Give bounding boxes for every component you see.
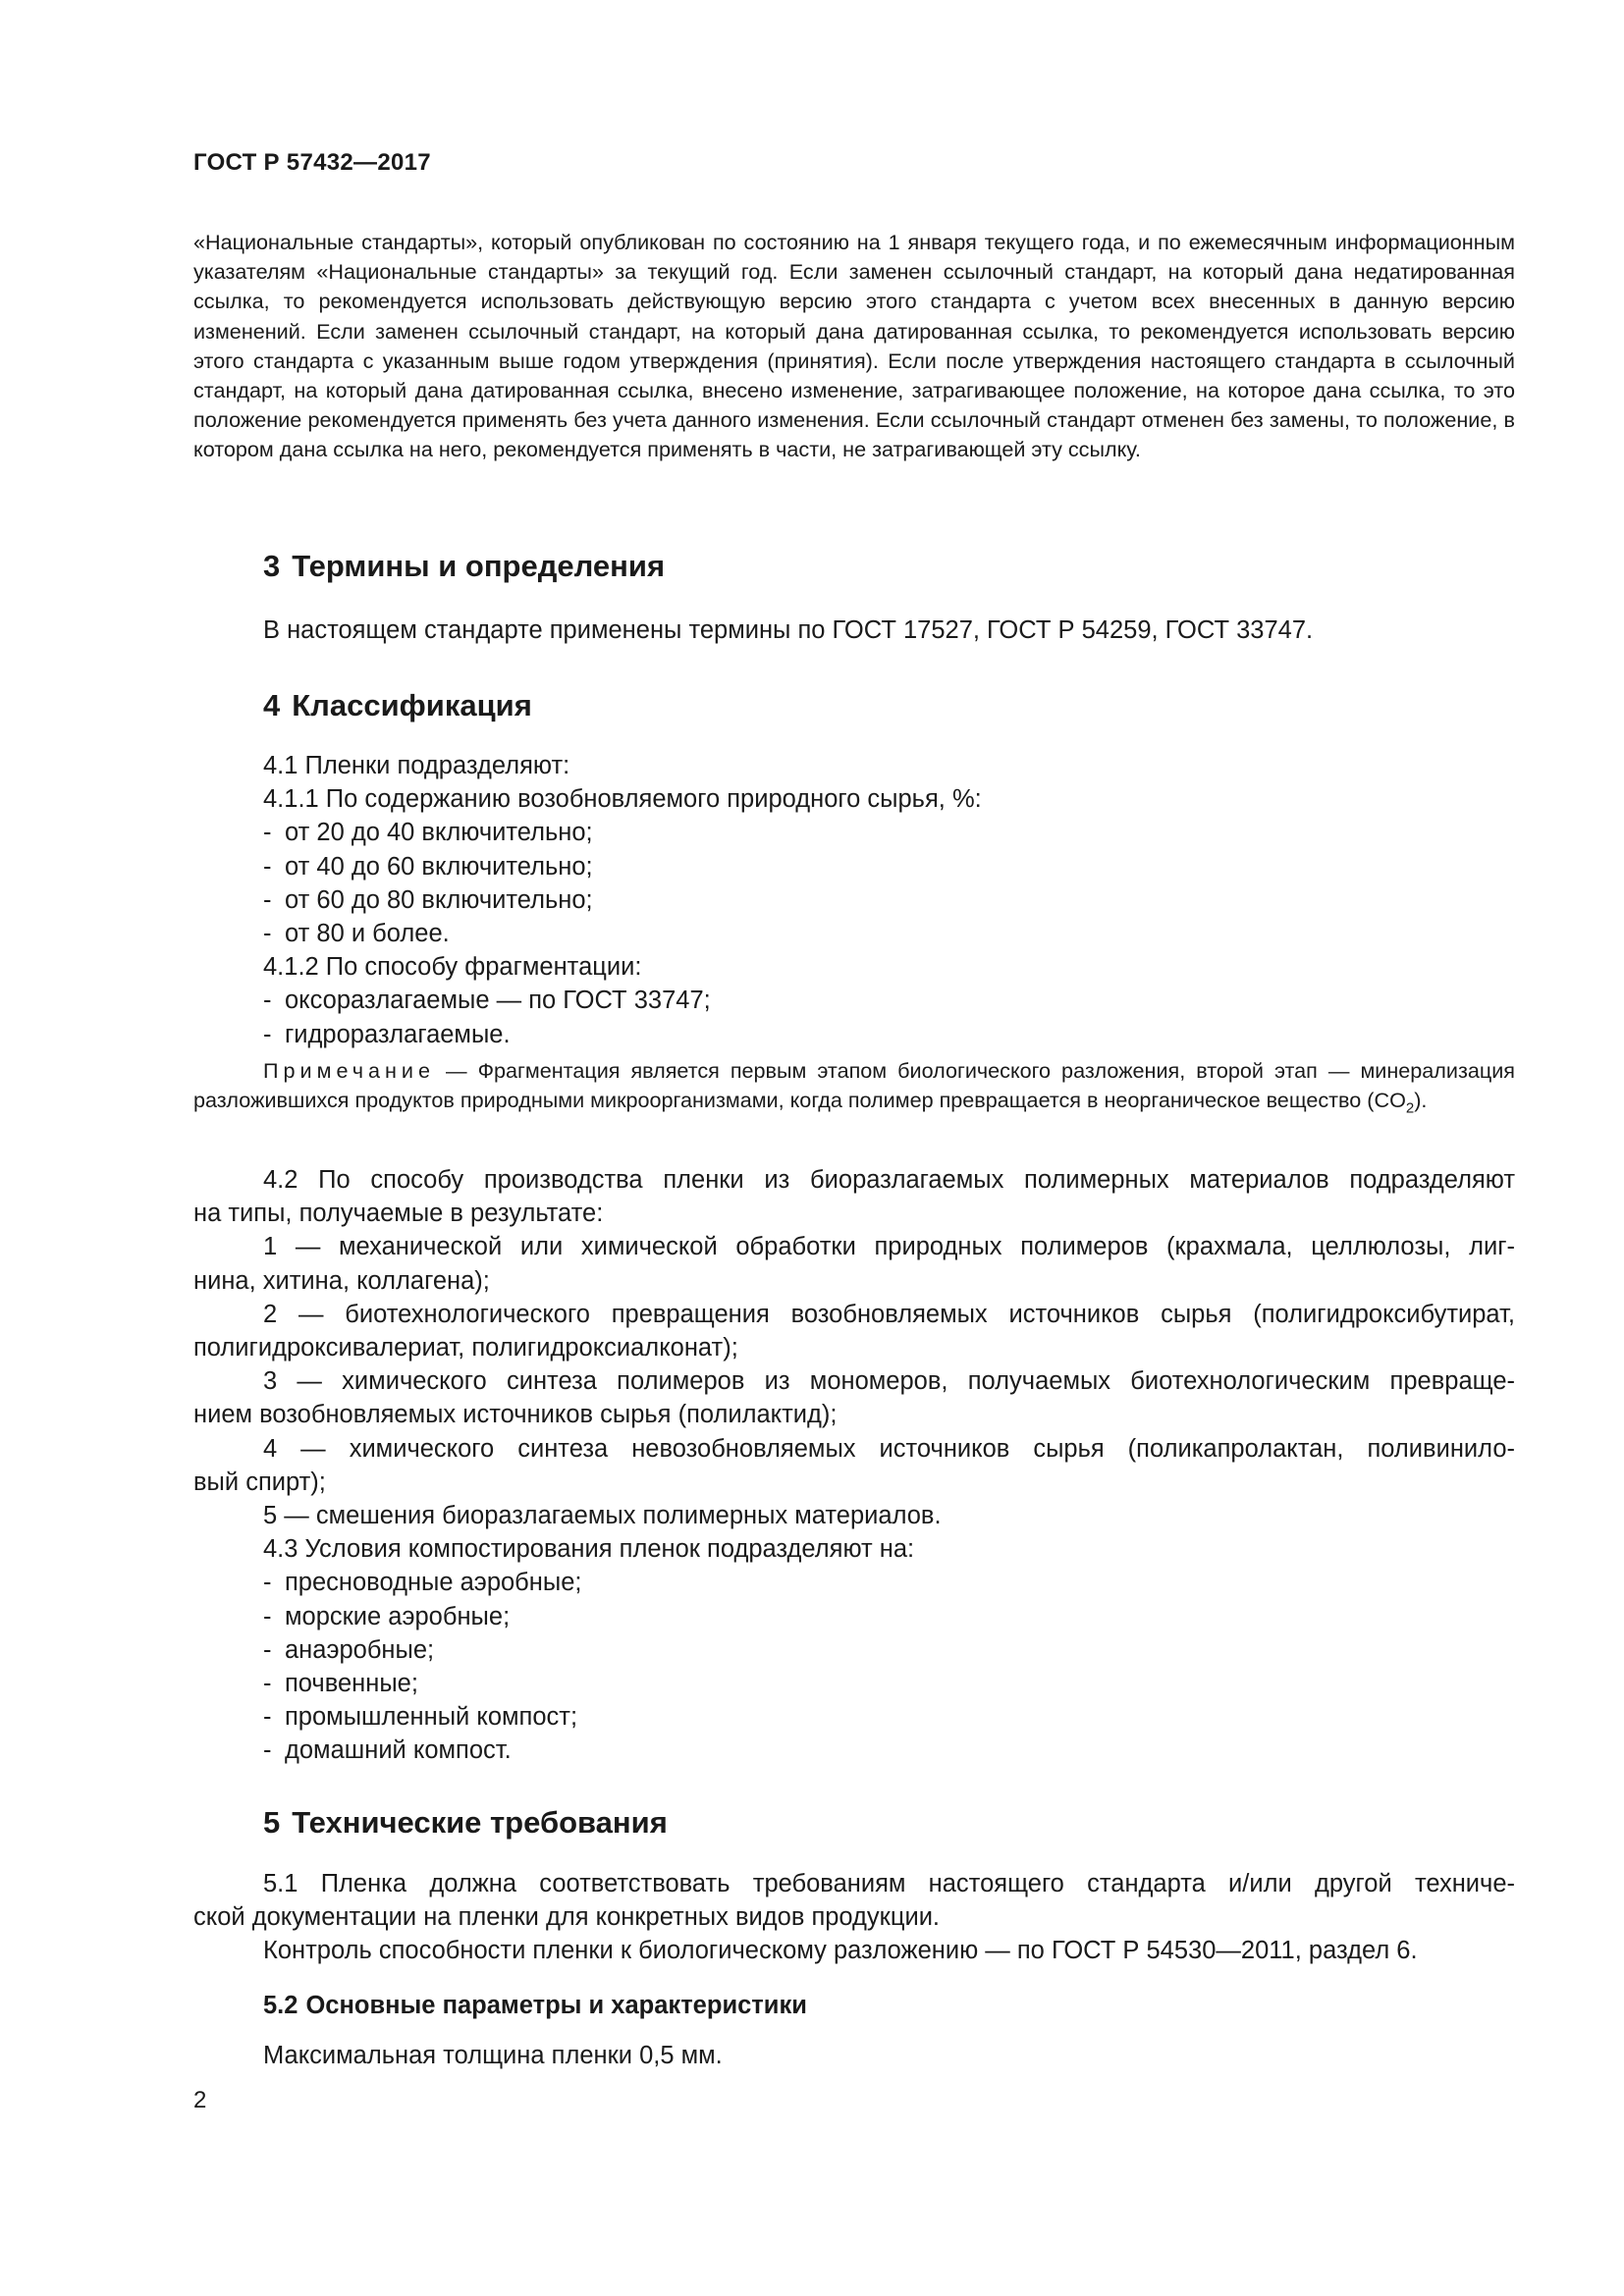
classification-list-block <box>193 749 1515 1051</box>
section-5-number: 5 <box>263 1805 281 1840</box>
list-item: - почвенные; <box>263 1670 418 1698</box>
clause-4-1: 4.1 Пленки подразделяют: <box>263 752 570 779</box>
type-2-line-2: полигидроксивалериат, полигидроксиалконат); <box>193 1334 738 1362</box>
page-number: 2 <box>193 2087 207 2113</box>
type-5: 5 — смешения биоразлагаемых полимерных материалов. <box>263 1502 942 1530</box>
section-5-heading <box>263 1804 668 1842</box>
intro-paragraph: «Национальные стандарты», который опубликован по состоянию на 1 января текущего года, и по ежемесячным информационным указателям «Национальные стандарты» за текущий год. Если заменен ссылочный стандарт, на который дана недатированная ссылка, то рекомендуется использовать действующую версию этого стандарта с учетом всех внесенных в данную версию изменений. Если заменен ссылочный стандарт, на который дана датированная ссылка, то рекомендуется использовать версию этого стандарта с указанным выше годом утверждения (принятия). Если после утверждения настоящего стандарта в ссылочный стандарт, на который дана датированная ссылка, внесено изменение, затрагивающее положение, на которое дана ссылка, то это положение рекомендуется применять без учета данного изменения. Если ссылочный стандарт отменен без замены, то положение, в котором дана ссылка на него, рекомендуется применять в части, не затрагивающей эту ссылку. <box>193 230 1515 462</box>
list-item: - гидроразлагаемые. <box>263 1020 511 1048</box>
list-item: - от 80 и более. <box>263 920 450 948</box>
type-1-line-1: 1 — механической или химической обработки природных полимеров (крахмала, целлюлозы, лиг- <box>263 1233 1515 1261</box>
note-label: Примечание <box>263 1058 435 1083</box>
note-end: ). <box>1414 1088 1428 1113</box>
section-3-number: 3 <box>263 549 281 583</box>
technical-requirements-block <box>193 1867 1515 1968</box>
clause-5-1-line-3: Контроль способности пленки к биологическому разложению — по ГОСТ Р 54530—2011, раздел 6. <box>263 1937 1418 1965</box>
list-item: - от 60 до 80 включительно; <box>263 885 593 914</box>
clause-4-2-line-1: 4.2 По способу производства пленки из биоразлагаемых полимерных материалов подразделяют <box>263 1166 1515 1194</box>
subsection-5-2-title: Основные параметры и характеристики <box>305 1992 807 2019</box>
clause-5-1-line-2: ской документации на пленки для конкретных видов продукции. <box>193 1903 941 1932</box>
subsection-5-2-heading <box>263 1990 807 2021</box>
clause-4-1-1: 4.1.1 По содержанию возобновляемого природного сырья, %: <box>263 785 982 814</box>
subsection-5-2-number: 5.2 <box>263 1992 298 2019</box>
clause-4-2-line-2: на типы, получаемые в результате: <box>193 1200 604 1228</box>
list-item: - промышленный компост; <box>263 1703 578 1732</box>
type-1-line-2: нина, хитина, коллагена); <box>193 1266 490 1295</box>
document-id-header: ГОСТ Р 57432—2017 <box>193 149 431 176</box>
type-3-line-1: 3 — химического синтеза полимеров из мономеров, получаемых биотехнологическим превраще- <box>263 1367 1515 1396</box>
clause-5-1-line-1: 5.1 Пленка должна соответствовать требованиям настоящего стандарта и/или другой техниче- <box>263 1870 1515 1897</box>
list-item: - анаэробные; <box>263 1635 435 1664</box>
section-5-title: Технические требования <box>292 1805 668 1840</box>
list-item: - оксоразлагаемые — по ГОСТ 33747; <box>263 987 711 1015</box>
type-2-line-1: 2 — биотехнологического превращения возобновляемых источников сырья (полигидроксибутират, <box>263 1300 1515 1328</box>
list-item: - домашний компост. <box>263 1736 512 1765</box>
list-item: - от 20 до 40 включительно; <box>263 819 593 847</box>
clause-5-2-text: Максимальная толщина пленки 0,5 мм. <box>263 2042 723 2069</box>
section-3-title: Термины и определения <box>292 549 666 583</box>
type-4-line-1: 4 — химического синтеза невозобновляемых источников сырья (поликапролактан, поливинило- <box>263 1434 1515 1463</box>
type-3-line-2: нием возобновляемых источников сырья (полилактид); <box>193 1401 838 1429</box>
section-4-title: Классификация <box>292 688 532 722</box>
section-4-heading <box>263 687 532 724</box>
note-text: — Фрагментация является первым этапом биологического разложения, второй этап — минерализация разложившихся продуктов природными микроорганизмами, когда полимер превращается в неорганическое вещество (CO <box>193 1058 1515 1113</box>
clause-4-1-2: 4.1.2 По способу фрагментации: <box>263 953 642 982</box>
list-item: - от 40 до 60 включительно; <box>263 852 593 881</box>
list-item: - морские аэробные; <box>263 1602 511 1630</box>
production-types-block <box>193 1163 1515 1768</box>
section-4-number: 4 <box>263 688 281 722</box>
section-3-heading <box>263 548 665 585</box>
type-4-line-2: вый спирт); <box>193 1468 326 1496</box>
clause-4-3: 4.3 Условия компостирования пленок подразделяют на: <box>263 1535 915 1564</box>
note-paragraph <box>193 1056 1515 1124</box>
list-item: - пресноводные аэробные; <box>263 1569 582 1597</box>
section-3-text: В настоящем стандарте применены термины по ГОСТ 17527, ГОСТ Р 54259, ГОСТ 33747. <box>263 616 1314 644</box>
note-subscript: 2 <box>1405 1099 1415 1117</box>
